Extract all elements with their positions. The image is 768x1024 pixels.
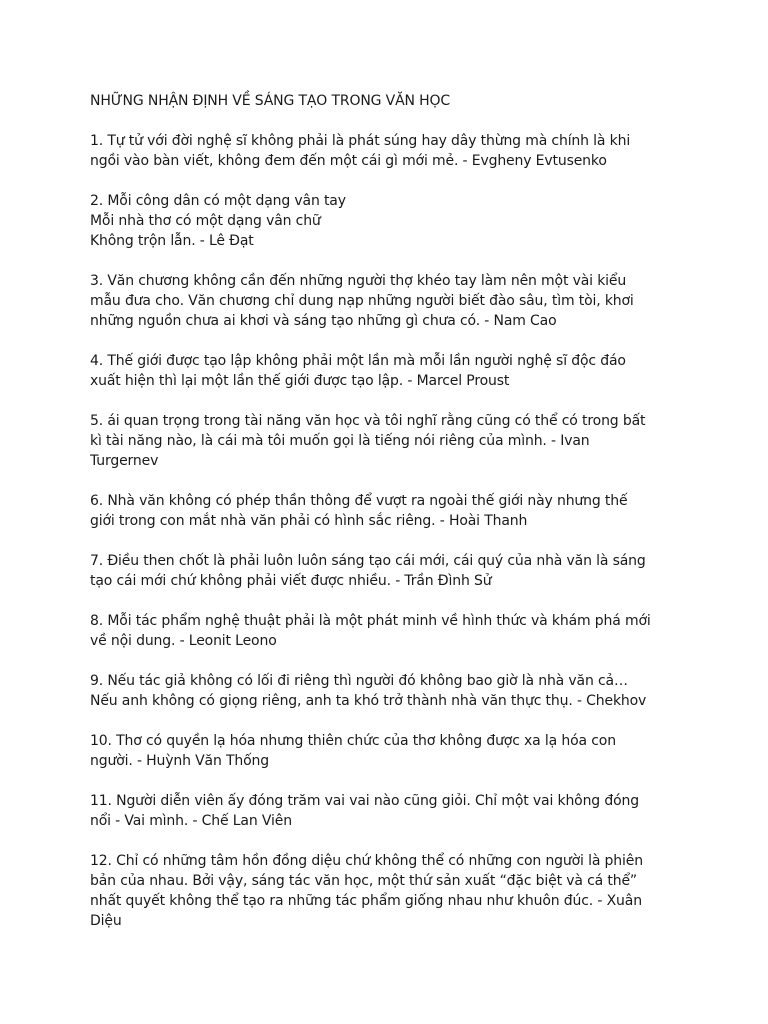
quote-entry-1 xyxy=(90,131,690,171)
quote-line: 11. Người diễn viên ấy đóng trăm vai vai nào cũng giỏi. Chỉ một vai không đóng xyxy=(90,793,639,809)
quote-line: kì tài năng nào, là cái mà tôi muốn gọi là tiếng nói riêng của mình. - Ivan xyxy=(90,433,590,449)
quote-line: Mỗi nhà thơ có một dạng vân chữ xyxy=(90,213,321,229)
document-page xyxy=(90,91,690,951)
quote-entry-8 xyxy=(90,611,690,651)
quote-line: 12. Chỉ có những tâm hồn đồng diệu chứ không thể có những con người là phiên xyxy=(90,853,643,869)
quote-entry-2 xyxy=(90,191,690,251)
quote-line: xuất hiện thì lại một lần thế giới được tạo lập. - Marcel Proust xyxy=(90,373,510,389)
quote-line: giới trong con mắt nhà văn phải có hình sắc riêng. - Hoài Thanh xyxy=(90,513,528,529)
quote-line: 10. Thơ có quyền lạ hóa nhưng thiên chức của thơ không được xa lạ hóa con xyxy=(90,733,616,749)
quote-entry-7 xyxy=(90,551,690,591)
document-title: NHỮNG NHẬN ĐỊNH VỀ SÁNG TẠO TRONG VĂN HỌC xyxy=(90,93,450,109)
quote-line: Diệu xyxy=(90,913,122,929)
quote-line: Nếu anh không có giọng riêng, anh ta khó trở thành nhà văn thực thụ. - Chekhov xyxy=(90,693,647,709)
quote-line: 2. Mỗi công dân có một dạng vân tay xyxy=(90,193,346,209)
quote-entry-12 xyxy=(90,851,690,931)
quote-entry-11 xyxy=(90,791,690,831)
quote-entry-4 xyxy=(90,351,690,391)
quote-entry-3 xyxy=(90,271,690,331)
quote-line: ngồi vào bàn viết, không đem đến một cái gì mới mẻ. - Evgheny Evtusenko xyxy=(90,153,607,169)
quote-entry-5 xyxy=(90,411,690,471)
quote-line: những nguồn chưa ai khơi và sáng tạo những gì chưa có. - Nam Cao xyxy=(90,313,557,329)
quote-line: nổi - Vai mình. - Chế Lan Viên xyxy=(90,813,292,829)
quote-line: 7. Điều then chốt là phải luôn luôn sáng tạo cái mới, cái quý của nhà văn là sáng xyxy=(90,553,646,569)
quote-line: tạo cái mới chứ không phải viết được nhiều. - Trần Đình Sử xyxy=(90,573,492,589)
quote-line: mẫu đưa cho. Văn chương chỉ dung nạp những người biết đào sâu, tìm tòi, khơi xyxy=(90,293,634,309)
quote-line: Không trộn lẫn. - Lê Đạt xyxy=(90,233,254,249)
quote-entry-6 xyxy=(90,491,690,531)
quote-line: 8. Mỗi tác phẩm nghệ thuật phải là một phát minh về hình thức và khám phá mới xyxy=(90,613,651,629)
quote-line: 5. ái quan trọng trong tài năng văn học và tôi nghĩ rằng cũng có thể có trong bất xyxy=(90,413,646,429)
quote-line: nhất quyết không thể tạo ra những tác phẩm giống nhau như khuôn đúc. - Xuân xyxy=(90,893,642,909)
quote-line: 6. Nhà văn không có phép thần thông để vượt ra ngoài thế giới này nhưng thế xyxy=(90,493,628,509)
quote-line: 4. Thế giới được tạo lập không phải một lần mà mỗi lần người nghệ sĩ độc đáo xyxy=(90,353,626,369)
quote-entry-9 xyxy=(90,671,690,711)
quote-line: 1. Tự tử với đời nghệ sĩ không phải là phát súng hay dây thừng mà chính là khi xyxy=(90,133,631,149)
quote-line: 9. Nếu tác giả không có lối đi riêng thì người đó không bao giờ là nhà văn cả… xyxy=(90,673,628,689)
quote-line: về nội dung. - Leonit Leono xyxy=(90,633,277,649)
quote-line: bản của nhau. Bởi vậy, sáng tác văn học, một thứ sản xuất “đặc biệt và cá thể” xyxy=(90,873,638,889)
quote-line: Turgernev xyxy=(90,453,159,469)
quote-entry-10 xyxy=(90,731,690,771)
quote-line: người. - Huỳnh Văn Thống xyxy=(90,753,270,769)
quote-line: 3. Văn chương không cần đến những người thợ khéo tay làm nên một vài kiểu xyxy=(90,273,627,289)
